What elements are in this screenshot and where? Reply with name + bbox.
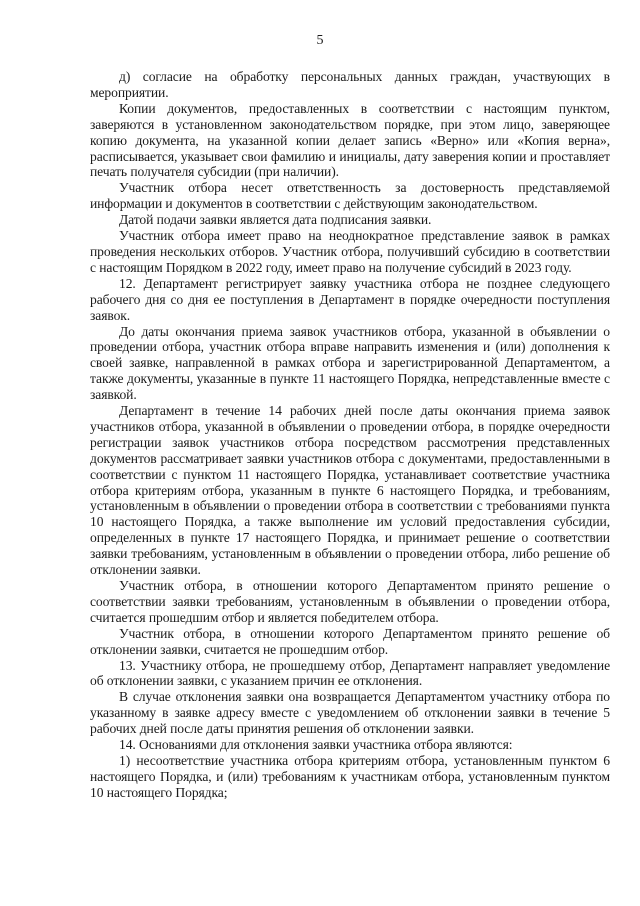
paragraph-copies: Копии документов, предоставленных в соответствии с настоящим пунктом, заверяются в установленном законодательством порядке, при этом лицо, заверяющее копию документа, на указанной копии делает запись «Верно» или «Копия верна», расписывается, указывает свои фамилию и инициалы, дату заверения копии и проставляет печать получателя субсидии (при наличии).: [90, 100, 610, 180]
document-body: [90, 69, 610, 801]
paragraph-item-13: 13. Участнику отбора, не прошедшему отбор, Департамент направляет уведомление об отклонении заявки, с указанием причин ее отклонения.: [90, 657, 610, 689]
paragraph-repeat-submission: Участник отбора имеет право на неоднократное представление заявок в рамках проведения нескольких отборов. Участник отбора, получивший субсидию в соответствии с настоящим Порядком в 2022 году, имеет право на получение субсидий в 2023 году.: [90, 228, 610, 275]
paragraph-return: В случае отклонения заявки она возвращается Департаментом участнику отбора по указанному в заявке адресу вместе с уведомлением об отклонении заявки в течение 5 рабочих дней после даты принятия решения об отклонении заявки.: [90, 689, 610, 737]
paragraph-consent: д) согласие на обработку персональных данных граждан, участвующих в мероприятии.: [90, 69, 610, 100]
paragraph-responsibility: Участник отбора несет ответственность за достоверность представляемой информации и документов в соответствии с действующим законодательством.: [90, 180, 610, 212]
page-number: 5: [316, 33, 324, 48]
paragraph-reason-1: 1) несоответствие участника отбора критериям отбора, установленным пунктом 6 настоящего Порядка, и (или) требованиям к участникам отбора, установленным пунктом 10 настоящего Порядка;: [90, 752, 610, 800]
paragraph-submission-date: Датой подачи заявки является дата подписания заявки.: [119, 212, 432, 228]
paragraph-rejected: Участник отбора, в отношении которого Департаментом принято решение об отклонении заявки, считается не прошедшим отбор.: [90, 625, 610, 657]
paragraph-review: Департамент в течение 14 рабочих дней после даты окончания приема заявок участников отбора, указанной в объявлении о проведении отбора, в порядке очередности регистрации заявок участников отбора посредством рассмотрения представленных документов рассматривает заявки участников отбора с документами, предоставленными в соответствии с пунктом 11 настоящего Порядка, устанавливает соответствие участника отбора критериям отбора, указанным в пункте 6 настоящего Порядка, и требованиям, установленным в объявлении о проведении отбора в соответствии с требованиями пункта 10 настоящего Порядка, а также выполнение им условий предоставления субсидии, определенных в пункте 17 настоящего Порядка, и принимает решение о соответствии заявки требованиям, установленным в объявлении о проведении отбора, либо решение об отклонении заявки.: [90, 403, 610, 578]
paragraph-winner: Участник отбора, в отношении которого Департаментом принято решение о соответствии заявки требованиям, установленным в объявлении о проведении отбора, считается прошедшим отбор и является победителем отбора.: [90, 578, 610, 625]
paragraph-item-14: 14. Основаниями для отклонения заявки участника отбора являются:: [119, 737, 513, 753]
paragraph-changes: До даты окончания приема заявок участников отбора, указанной в объявлении о проведении отбора, участник отбора вправе направить изменения и (или) дополнения к своей заявке, направленной в рамках отбора и зарегистрированной Департаментом, а также документы, указанные в пункте 11 настоящего Порядка, непредставленные вместе с заявкой.: [90, 323, 610, 403]
paragraph-item-12: 12. Департамент регистрирует заявку участника отбора не позднее следующего рабочего дня со дня ее поступления в Департамент в порядке очередности поступления заявок.: [90, 275, 610, 323]
